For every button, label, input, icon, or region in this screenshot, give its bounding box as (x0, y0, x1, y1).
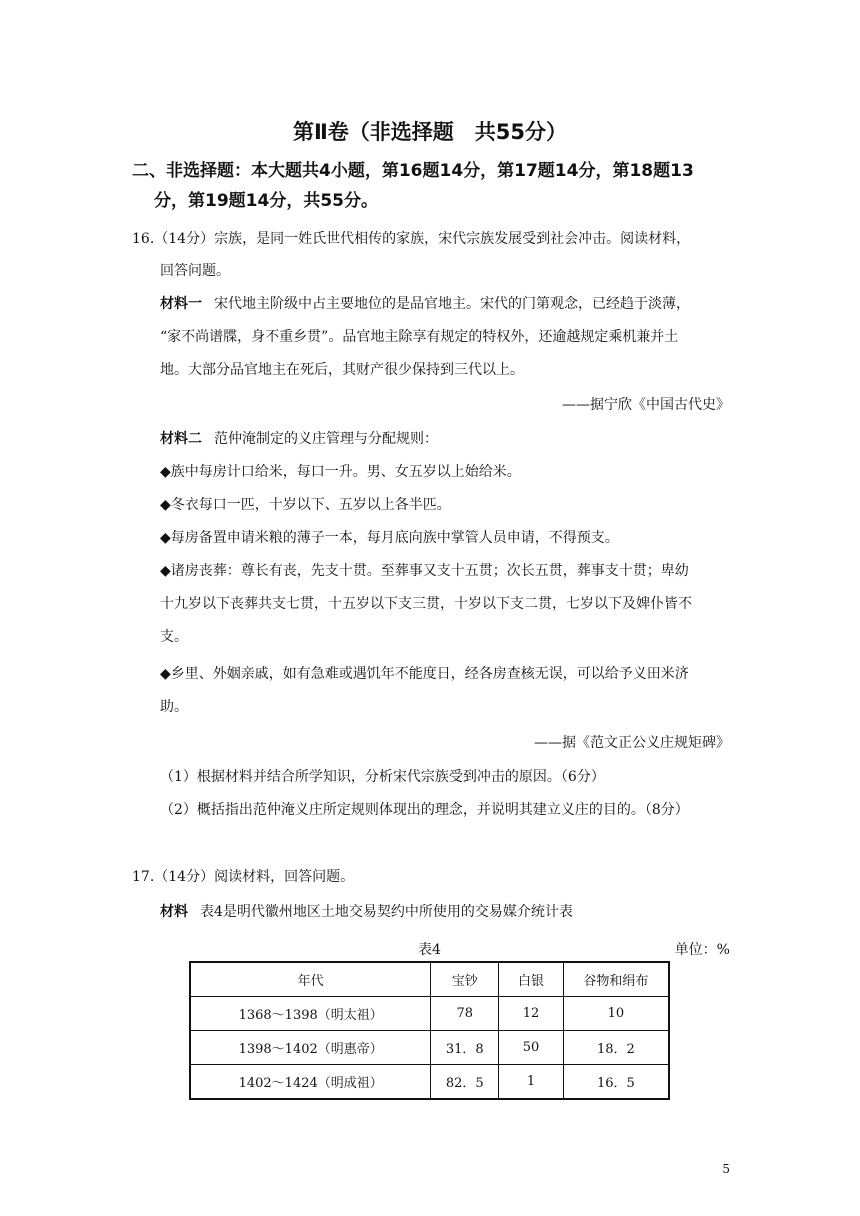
table-row (190, 997, 669, 1031)
material1-source: ——据宁欣《中国古代史》 (562, 397, 730, 413)
q17-material (160, 901, 573, 921)
material1-label: 材料一 (160, 296, 202, 312)
q16-rule1: ◆族中每房计口给米，每口一升。男、女五岁以上始给米。 (160, 464, 521, 480)
material2-source: ——据《范文正公义庄规矩碑》 (534, 735, 730, 751)
table-header-cell: 年代 (190, 962, 431, 997)
table-row (190, 1031, 669, 1065)
table-unit: 单位：% (674, 942, 730, 958)
q16-rule5-line2: 助。 (160, 699, 188, 715)
q16-material1-line1 (160, 293, 690, 313)
material2-label: 材料二 (160, 431, 202, 447)
table-header-cell: 宝钞 (431, 962, 499, 997)
table-cell: 16．5 (563, 1065, 669, 1100)
table-cell: 78 (431, 997, 499, 1031)
table-row (190, 1065, 669, 1100)
q16-rule4-line1: ◆诸房丧葬：尊长有丧，先支十贯。至葬事又支十五贯；次长五贯，葬事支十贯；卑幼 (160, 563, 689, 579)
q16-intro-line1: 16.（14分）宗族，是同一姓氏世代相传的家族，宋代宗族发展受到社会冲击。阅读材料， (132, 231, 691, 247)
table-cell: 12 (499, 997, 564, 1031)
q16-rule4-line2: 十九岁以下丧葬共支七贯，十五岁以下支三贯，十岁以下支二贯，七岁以下及婢仆皆不 (160, 596, 692, 612)
table-cell: 31．8 (431, 1031, 499, 1065)
q16-rule5-line1: ◆乡里、外姻亲戚，如有急难或遇饥年不能度日，经各房查核无误，可以给予义田米济 (160, 666, 689, 682)
material1-text: 宋代地主阶级中占主要地位的是品官地主。宋代的门第观念，已经趋于淡薄， (214, 296, 690, 312)
q16-material1-line2: “家不尚谱牒，身不重乡贯”。品官地主除享有规定的特权外，还逾越规定乘机兼并土 (160, 329, 679, 345)
page-title: 第Ⅱ卷（非选择题 共55分） (292, 120, 568, 144)
section-heading-line2: 分，第19题14分，共55分。 (154, 191, 378, 211)
q16-intro-line2: 回答问题。 (160, 263, 230, 279)
q16-material2-intro (160, 428, 438, 448)
table-cell: 10 (563, 997, 669, 1031)
material2-text: 范仲淹制定的义庄管理与分配规则： (214, 431, 438, 447)
table-header-cell: 白银 (499, 962, 564, 997)
section-heading-line1: 二、非选择题：本大题共4小题，第16题14分，第17题14分，第18题13 (132, 161, 694, 181)
q17-intro: 17.（14分）阅读材料，回答问题。 (132, 869, 355, 885)
q16-rule3: ◆每房备置申请米粮的薄子一本，每月底向族中掌管人员申请，不得预支。 (160, 530, 619, 546)
table-cell: 1368～1398（明太祖） (190, 997, 431, 1031)
q17-material-text: 表4是明代徽州地区土地交易契约中所使用的交易媒介统计表 (200, 904, 573, 920)
table-caption: 表4 (418, 942, 441, 958)
section-heading (132, 156, 742, 216)
table-cell: 1 (499, 1065, 564, 1100)
table-cell: 18．2 (563, 1031, 669, 1065)
table-cell: 1398～1402（明惠帝） (190, 1031, 431, 1065)
table-header-cell: 谷物和绢布 (563, 962, 669, 997)
q16-sub1: （1）根据材料并结合所学知识，分析宋代宗族受到冲击的原因。（6分） (160, 769, 605, 785)
table-header-row (190, 962, 669, 997)
table-cell: 1402～1424（明成祖） (190, 1065, 431, 1100)
medium-stats-table (189, 961, 670, 1100)
q16-rule2: ◆冬衣每口一匹，十岁以下、五岁以上各半匹。 (160, 497, 451, 513)
q16-material1-line3: 地。大部分品官地主在死后，其财产很少保持到三代以上。 (160, 362, 524, 378)
table-cell: 50 (499, 1031, 564, 1065)
table-cell: 82．5 (431, 1065, 499, 1100)
q16-sub2: （2）概括指出范仲淹义庄所定规则体现出的理念，并说明其建立义庄的目的。（8分） (160, 802, 689, 818)
q16-rule4-line3: 支。 (160, 629, 188, 645)
q17-material-label: 材料 (160, 904, 188, 920)
page-number: 5 (722, 1162, 730, 1176)
